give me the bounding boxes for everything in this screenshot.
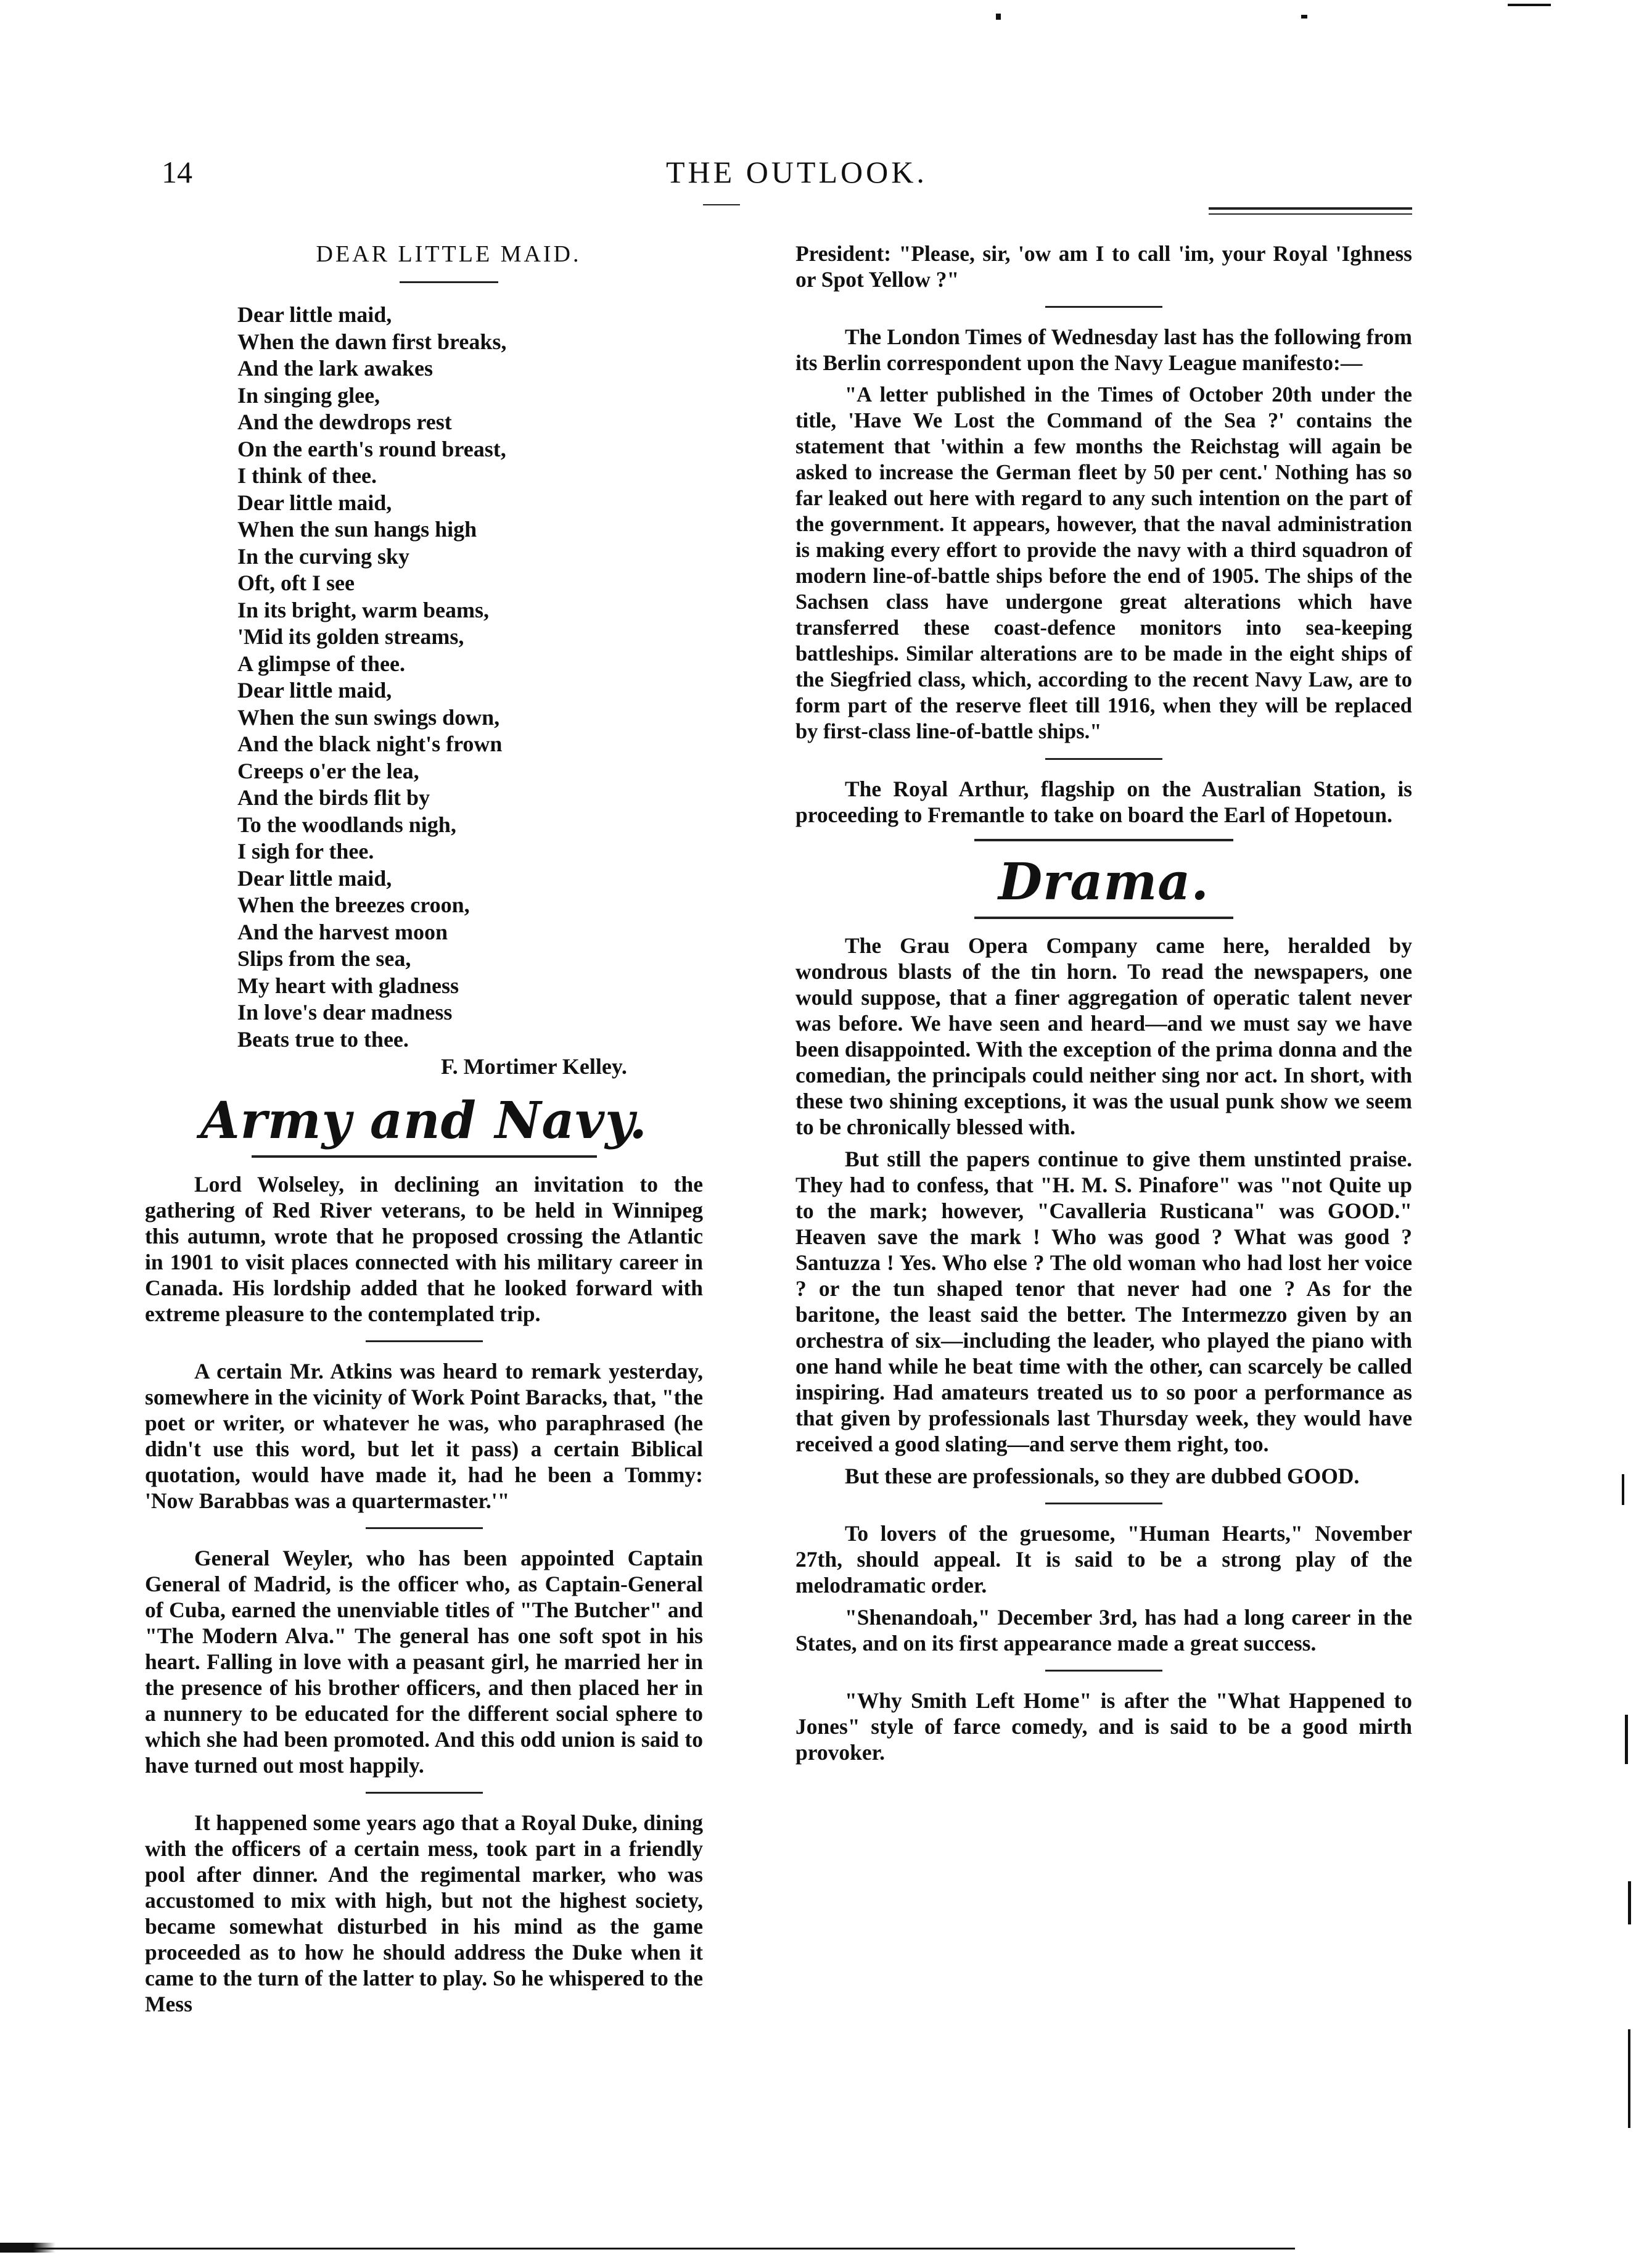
royal-arthur-paragraph: The Royal Arthur, flagship on the Australian Station, is proceeding to Fremantle to take on board the Earl of Hopetoun. (795, 777, 1412, 827)
poem-line: And the black night's frown (237, 732, 503, 756)
bottom-edge-arrow (0, 2243, 55, 2253)
poem-line: In the curving sky (237, 543, 410, 569)
poem-line: A glimpse of thee. (237, 651, 405, 676)
poem-line: In its bright, warm beams, (237, 597, 490, 622)
poem-line: When the sun hangs high (237, 517, 477, 542)
army-paragraph-royal-duke: It happened some years ago that a Royal Duke, dining with the officers of a certain mess, took part in a friendly pool after dinner. And the regimental marker, who was accustomed to mix with high, but not the highest society, became somewhat disturbed in his mind as the game proceeded as to how he should address the Duke when it came to the turn of the latter to play. So he whispered to the Mess (145, 1810, 703, 2016)
drama-heading: Drama. (998, 852, 1209, 912)
scan-speck (1625, 1715, 1628, 1764)
drama-paragraph-human-hearts: To lovers of the gruesome, "Human Hearts," November 27th, should appeal. It is said to be a strong play of the melodramatic order. (795, 1521, 1412, 1598)
army-separator (366, 1340, 483, 1342)
poem-author: F. Mortimer Kelley. (441, 1054, 627, 1079)
poem-line: Dear little maid, (237, 490, 392, 515)
drama-separator (1045, 1503, 1162, 1504)
scan-speck (1628, 2029, 1630, 2128)
poem-title: DEAR LITTLE MAID. (316, 241, 582, 267)
right-separator (1045, 306, 1162, 308)
drama-heading-rule (974, 917, 1233, 919)
header-rule-right-2 (1209, 213, 1412, 215)
continuation-paragraph: President: "Please, sir, 'ow am I to call 'im, your Royal 'Ighness or Spot Yellow ?" (795, 241, 1412, 292)
scan-speck (996, 14, 1001, 20)
poem-line: Dear little maid, (237, 678, 392, 703)
drama-paragraph-papers: But still the papers continue to give them unstinted praise. They had to confess, that "H. M. S. Pinafore" was "not Quite up to the mark; however, "Cavalleria Rusticana" was GOOD." Heaven save the mark ! Who was good ? What was good ? Santuzza ! Yes. Who else ? The old woman who had lost her voice ? or the tun shaped tenor that never had one ? As for the baritone, the least said the better. The Intermezzo given by an orchestra of six—including the leader, who played the piano with one hand while he beat time with the other, can scarcely be called inspiring. Had amateurs treated us to so poor a performance as that given by professionals last Thursday week, they would have received a good slating—and serve them right, too. (795, 1147, 1412, 1456)
scan-speck (1301, 15, 1307, 19)
drama-paragraph-smith: "Why Smith Left Home" is after the "What Happened to Jones" style of farce comedy, and is said to be a good mirth provoker. (795, 1688, 1412, 1765)
header-rule-mid (703, 204, 740, 205)
poem-line: On the earth's round breast, (237, 436, 506, 461)
times-intro-paragraph: The London Times of Wednesday last has the following from its Berlin correspondent upon the Navy League manifesto:— (795, 324, 1412, 375)
poem-line: To the woodlands nigh, (237, 812, 456, 837)
bottom-edge-rule (0, 2248, 1295, 2249)
army-navy-heading-rule (252, 1155, 597, 1158)
poem-line: When the dawn first breaks, (237, 329, 507, 354)
army-paragraph-atkins: A certain Mr. Atkins was heard to remark yesterday, somewhere in the vicinity of Work Point Baracks, that, "the poet or writer, or whatever he was, who paraphrased (he didn't use this word, but let it pass) a certain Biblical quotation, would have made it, had he been a Tommy: 'Now Barabbas was a quartermaster.'" (145, 1359, 703, 1513)
poem-line: And the dewdrops rest (237, 410, 452, 434)
poem-line: Dear little maid, (237, 302, 392, 327)
poem-line: Slips from the sea, (237, 946, 411, 971)
scan-speck (1628, 1881, 1631, 1924)
drama-top-rule (974, 839, 1233, 841)
drama-paragraph-professionals: But these are professionals, so they are dubbed GOOD. (845, 1464, 1360, 1488)
right-column (795, 241, 1412, 1771)
poem-line: I think of thee. (237, 463, 377, 488)
header-rule-right (1209, 207, 1412, 210)
drama-paragraph-grau: The Grau Opera Company came here, heralded by wondrous blasts of the tin horn. To read the newspapers, one would suppose, that a finer aggregation of operatic talent never was before. We have seen and heard—and we must say we have been disappointed. With the exception of the prima donna and the comedian, the principals could neither sing nor act. In short, with these two shining exceptions, it was the usual punk show we seem to be chronically blessed with. (795, 933, 1412, 1139)
poem-line: And the lark awakes (237, 356, 434, 381)
army-paragraph-weyler: General Weyler, who has been appointed Captain General of Madrid, is the officer who, as Captain-General of Cuba, earned the unenviable titles of "The Butcher" and "The Modern Alva." The general has one soft spot in his heart. Falling in love with a peasant girl, he married her in the presence of his brother officers, and then placed her in a nunnery to be educated for the different social sphere to which she had been promoted. And this odd union is said to have turned out most happily. (145, 1546, 703, 1778)
poem-line: When the breezes croon, (237, 893, 470, 917)
poem-line: Oft, oft I see (237, 571, 355, 595)
left-column (145, 241, 703, 2023)
running-title: THE OUTLOOK. (666, 155, 927, 189)
army-navy-heading: Army and Navy. (200, 1091, 647, 1150)
poem-line: Dear little maid, (237, 865, 392, 891)
drama-paragraph-shenandoah: "Shenandoah," December 3rd, has had a long career in the States, and on its first appearance made a great success. (795, 1605, 1412, 1656)
poem-line: 'Mid its golden streams, (237, 624, 464, 649)
army-separator (366, 1792, 483, 1794)
poem-line: Beats true to thee. (237, 1026, 409, 1052)
army-separator (366, 1527, 483, 1529)
poem-title-rule (400, 281, 498, 283)
poem-line: Creeps o'er the lea, (237, 758, 419, 783)
poem-line: My heart with gladness (237, 973, 459, 998)
poem-body (145, 302, 703, 1053)
drama-separator (1045, 1670, 1162, 1672)
scan-speck (1508, 4, 1551, 6)
poem-line: In singing glee, (237, 382, 380, 408)
poem-line: In love's dear madness (237, 1000, 453, 1025)
page-number: 14 (162, 155, 192, 189)
scan-speck (1622, 1474, 1624, 1505)
poem-line: When the sun swings down, (237, 704, 500, 730)
poem-line: I sigh for thee. (237, 839, 374, 864)
poem-line: And the harvest moon (237, 919, 448, 944)
right-separator (1045, 758, 1162, 760)
times-quote-paragraph: "A letter published in the Times of October 20th under the title, 'Have We Lost the Command of the Sea ?' contains the statement that 'within a few months the Reichstag will again be asked to increase the German fleet by 50 per cent.' Nothing has so far leaked out here with regard to any such intention on the part of the government. It appears, however, that the naval administration is making every effort to provide the navy with a third squadron of modern line-of-battle ships before the end of 1905. The ships of the Sachsen class have undergone great alterations which have transferred these coast-defence monitors into sea-keeping battleships. Similar alterations are to be made in the eight ships of the Siegfried class, which, according to the recent Navy Law, are to form part of the reserve fleet till 1916, when they will be replaced by first-class line-of-battle ships." (795, 383, 1412, 743)
poem-line: And the birds flit by (237, 785, 430, 810)
army-paragraph-wolseley: Lord Wolseley, in declining an invitation to the gathering of Red River veterans, to be held in Winnipeg this autumn, wrote that he proposed crossing the Atlantic in 1901 to visit places connected with his military career in Canada. His lordship added that he looked forward with extreme pleasure to the contemplated trip. (145, 1172, 703, 1326)
